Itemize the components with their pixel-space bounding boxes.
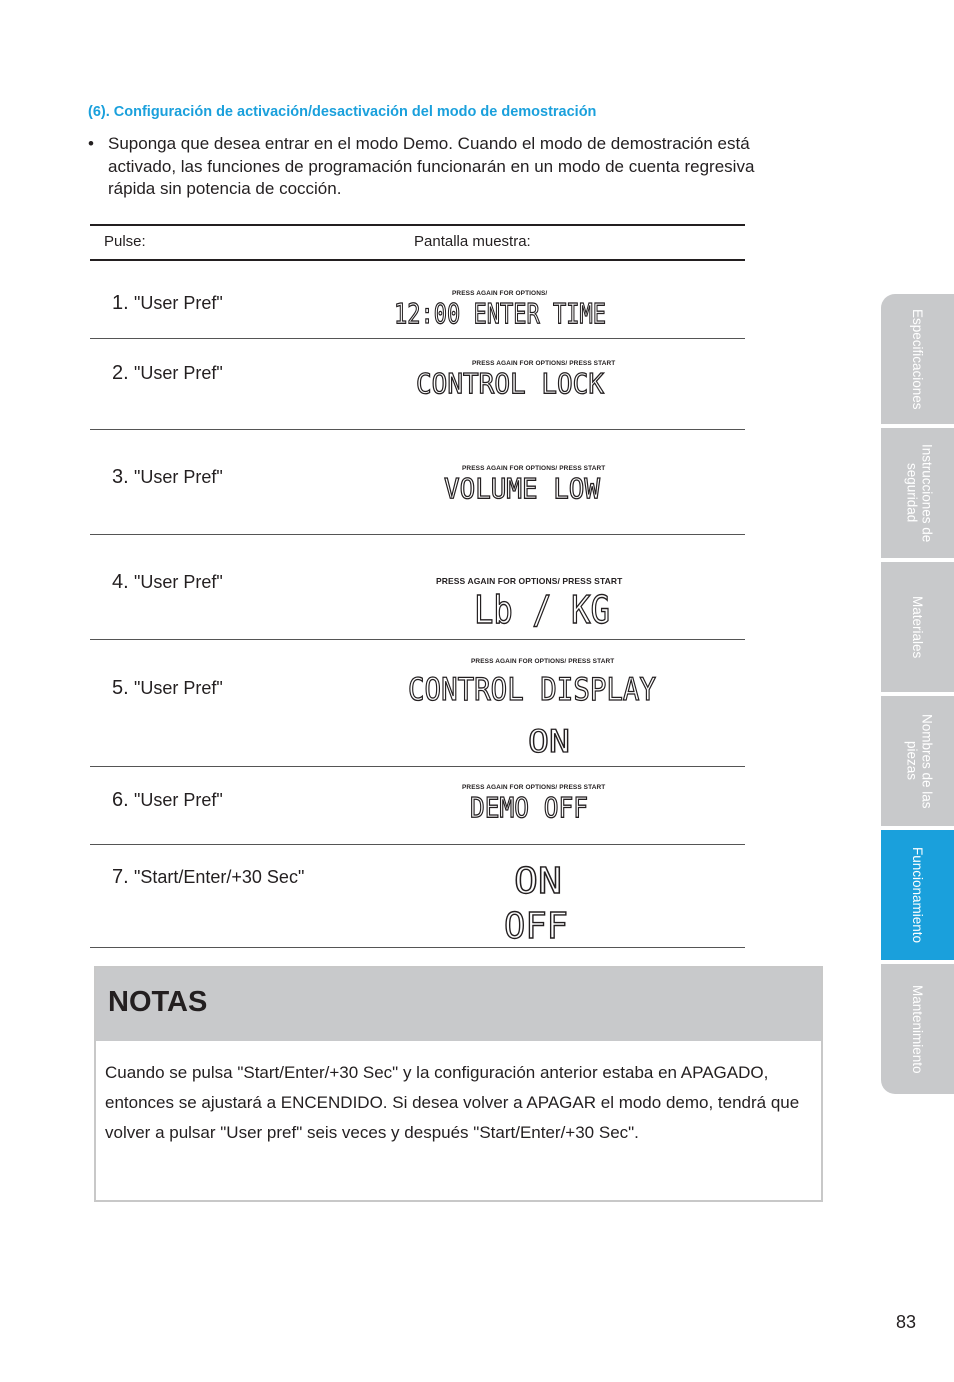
step-number: 6.	[112, 789, 129, 811]
notes-title: NOTAS	[108, 986, 208, 1018]
lcd-line: OFF	[504, 906, 568, 947]
step-number: 2.	[112, 362, 129, 384]
row-divider	[90, 766, 745, 767]
lcd-display-2	[412, 368, 612, 398]
step-key: "User Pref"	[133, 293, 223, 313]
tab-label: Instrucciones de seguridad	[904, 443, 935, 543]
step-key: "User Pref"	[133, 678, 223, 698]
row-divider	[90, 947, 745, 948]
tab-mantenimiento[interactable]	[881, 964, 954, 1094]
step-number: 4.	[112, 571, 129, 593]
notes-box	[94, 966, 823, 1202]
lcd-line: VOLUME LOW	[444, 472, 601, 505]
tab-label: Especificaciones	[910, 308, 925, 410]
step-key: "User Pref"	[133, 572, 223, 592]
step-4	[112, 571, 223, 594]
step-7	[112, 866, 304, 889]
display-hint-2: PRESS AGAIN FOR OPTIONS/ PRESS START	[472, 360, 616, 367]
lcd-line: CONTROL LOCK	[416, 367, 605, 400]
steps-table	[90, 224, 745, 948]
step-6	[112, 789, 223, 812]
display-hint-1: PRESS AGAIN FOR OPTIONS/	[452, 290, 548, 297]
header-display: Pantalla muestra:	[414, 233, 531, 250]
lcd-line: DEMO OFF	[470, 791, 588, 824]
tab-label: Materiales	[910, 595, 925, 659]
intro-paragraph	[88, 133, 788, 201]
table-header-rule	[90, 259, 745, 261]
tab-nombres-piezas[interactable]	[881, 696, 954, 826]
section-tabs	[881, 294, 954, 1094]
step-5	[112, 677, 223, 700]
lcd-display-4	[470, 588, 620, 630]
tab-label: Funcionamiento	[910, 846, 925, 944]
row-divider	[90, 639, 745, 640]
header-press: Pulse:	[104, 233, 146, 250]
step-number: 7.	[112, 866, 129, 888]
tab-instrucciones-seguridad[interactable]	[881, 428, 954, 558]
row-divider	[90, 338, 745, 339]
display-hint-5: PRESS AGAIN FOR OPTIONS/ PRESS START	[471, 658, 615, 665]
step-number: 5.	[112, 677, 129, 699]
tab-materiales[interactable]	[881, 562, 954, 692]
bullet: •	[88, 134, 94, 153]
row-divider	[90, 429, 745, 430]
lcd-display-3	[440, 472, 610, 504]
tab-funcionamiento[interactable]	[881, 830, 954, 960]
lcd-line: ON	[528, 724, 570, 760]
display-hint-6: PRESS AGAIN FOR OPTIONS/ PRESS START	[462, 784, 606, 791]
display-hint-4: PRESS AGAIN FOR OPTIONS/ PRESS START	[436, 576, 623, 586]
tab-especificaciones[interactable]	[881, 294, 954, 424]
tab-label: Nombres de las piezas	[904, 713, 935, 809]
step-number: 1.	[112, 292, 129, 314]
row-divider	[90, 534, 745, 535]
row-divider	[90, 844, 745, 845]
lcd-display-7	[500, 860, 590, 948]
notes-header	[96, 968, 821, 1041]
lcd-line: Lb / KG	[474, 588, 610, 632]
intro-text: Suponga que desea entrar en el modo Demo. Cuando el modo de demostración está activado, las funciones de programación funcionarán en un modo de cuenta regresiva rápida sin potencia de cocción.	[108, 134, 755, 198]
lcd-display-1	[390, 298, 620, 328]
step-number: 3.	[112, 466, 129, 488]
lcd-line: CONTROL DISPLAY	[408, 672, 657, 708]
lcd-display-5	[404, 672, 664, 762]
step-key: "User Pref"	[133, 467, 223, 487]
lcd-line: 12:00 ENTER TIME	[394, 297, 606, 330]
step-1	[112, 292, 223, 315]
page-number: 83	[896, 1312, 917, 1332]
table-top-rule	[90, 224, 745, 226]
step-2	[112, 362, 223, 385]
step-key: "User Pref"	[133, 790, 223, 810]
lcd-display-6	[466, 792, 596, 822]
display-hint-3: PRESS AGAIN FOR OPTIONS/ PRESS START	[462, 465, 606, 472]
notes-body: Cuando se pulsa "Start/Enter/+30 Sec" y la configuración anterior estaba en APAGADO, entonces se ajustará a ENCENDIDO. Si desea volver a APAGAR el modo demo, tendrá que volver a pulsar "User pref" seis veces y después "Start/Enter/+30 Sec".	[105, 1063, 800, 1142]
step-3	[112, 466, 223, 489]
step-key: "Start/Enter/+30 Sec"	[133, 867, 305, 887]
section-title: (6). Configuración de activación/desactivación del modo de demostración	[88, 104, 597, 120]
step-key: "User Pref"	[133, 363, 223, 383]
lcd-line: ON	[514, 861, 562, 902]
tab-label: Mantenimiento	[910, 984, 925, 1074]
